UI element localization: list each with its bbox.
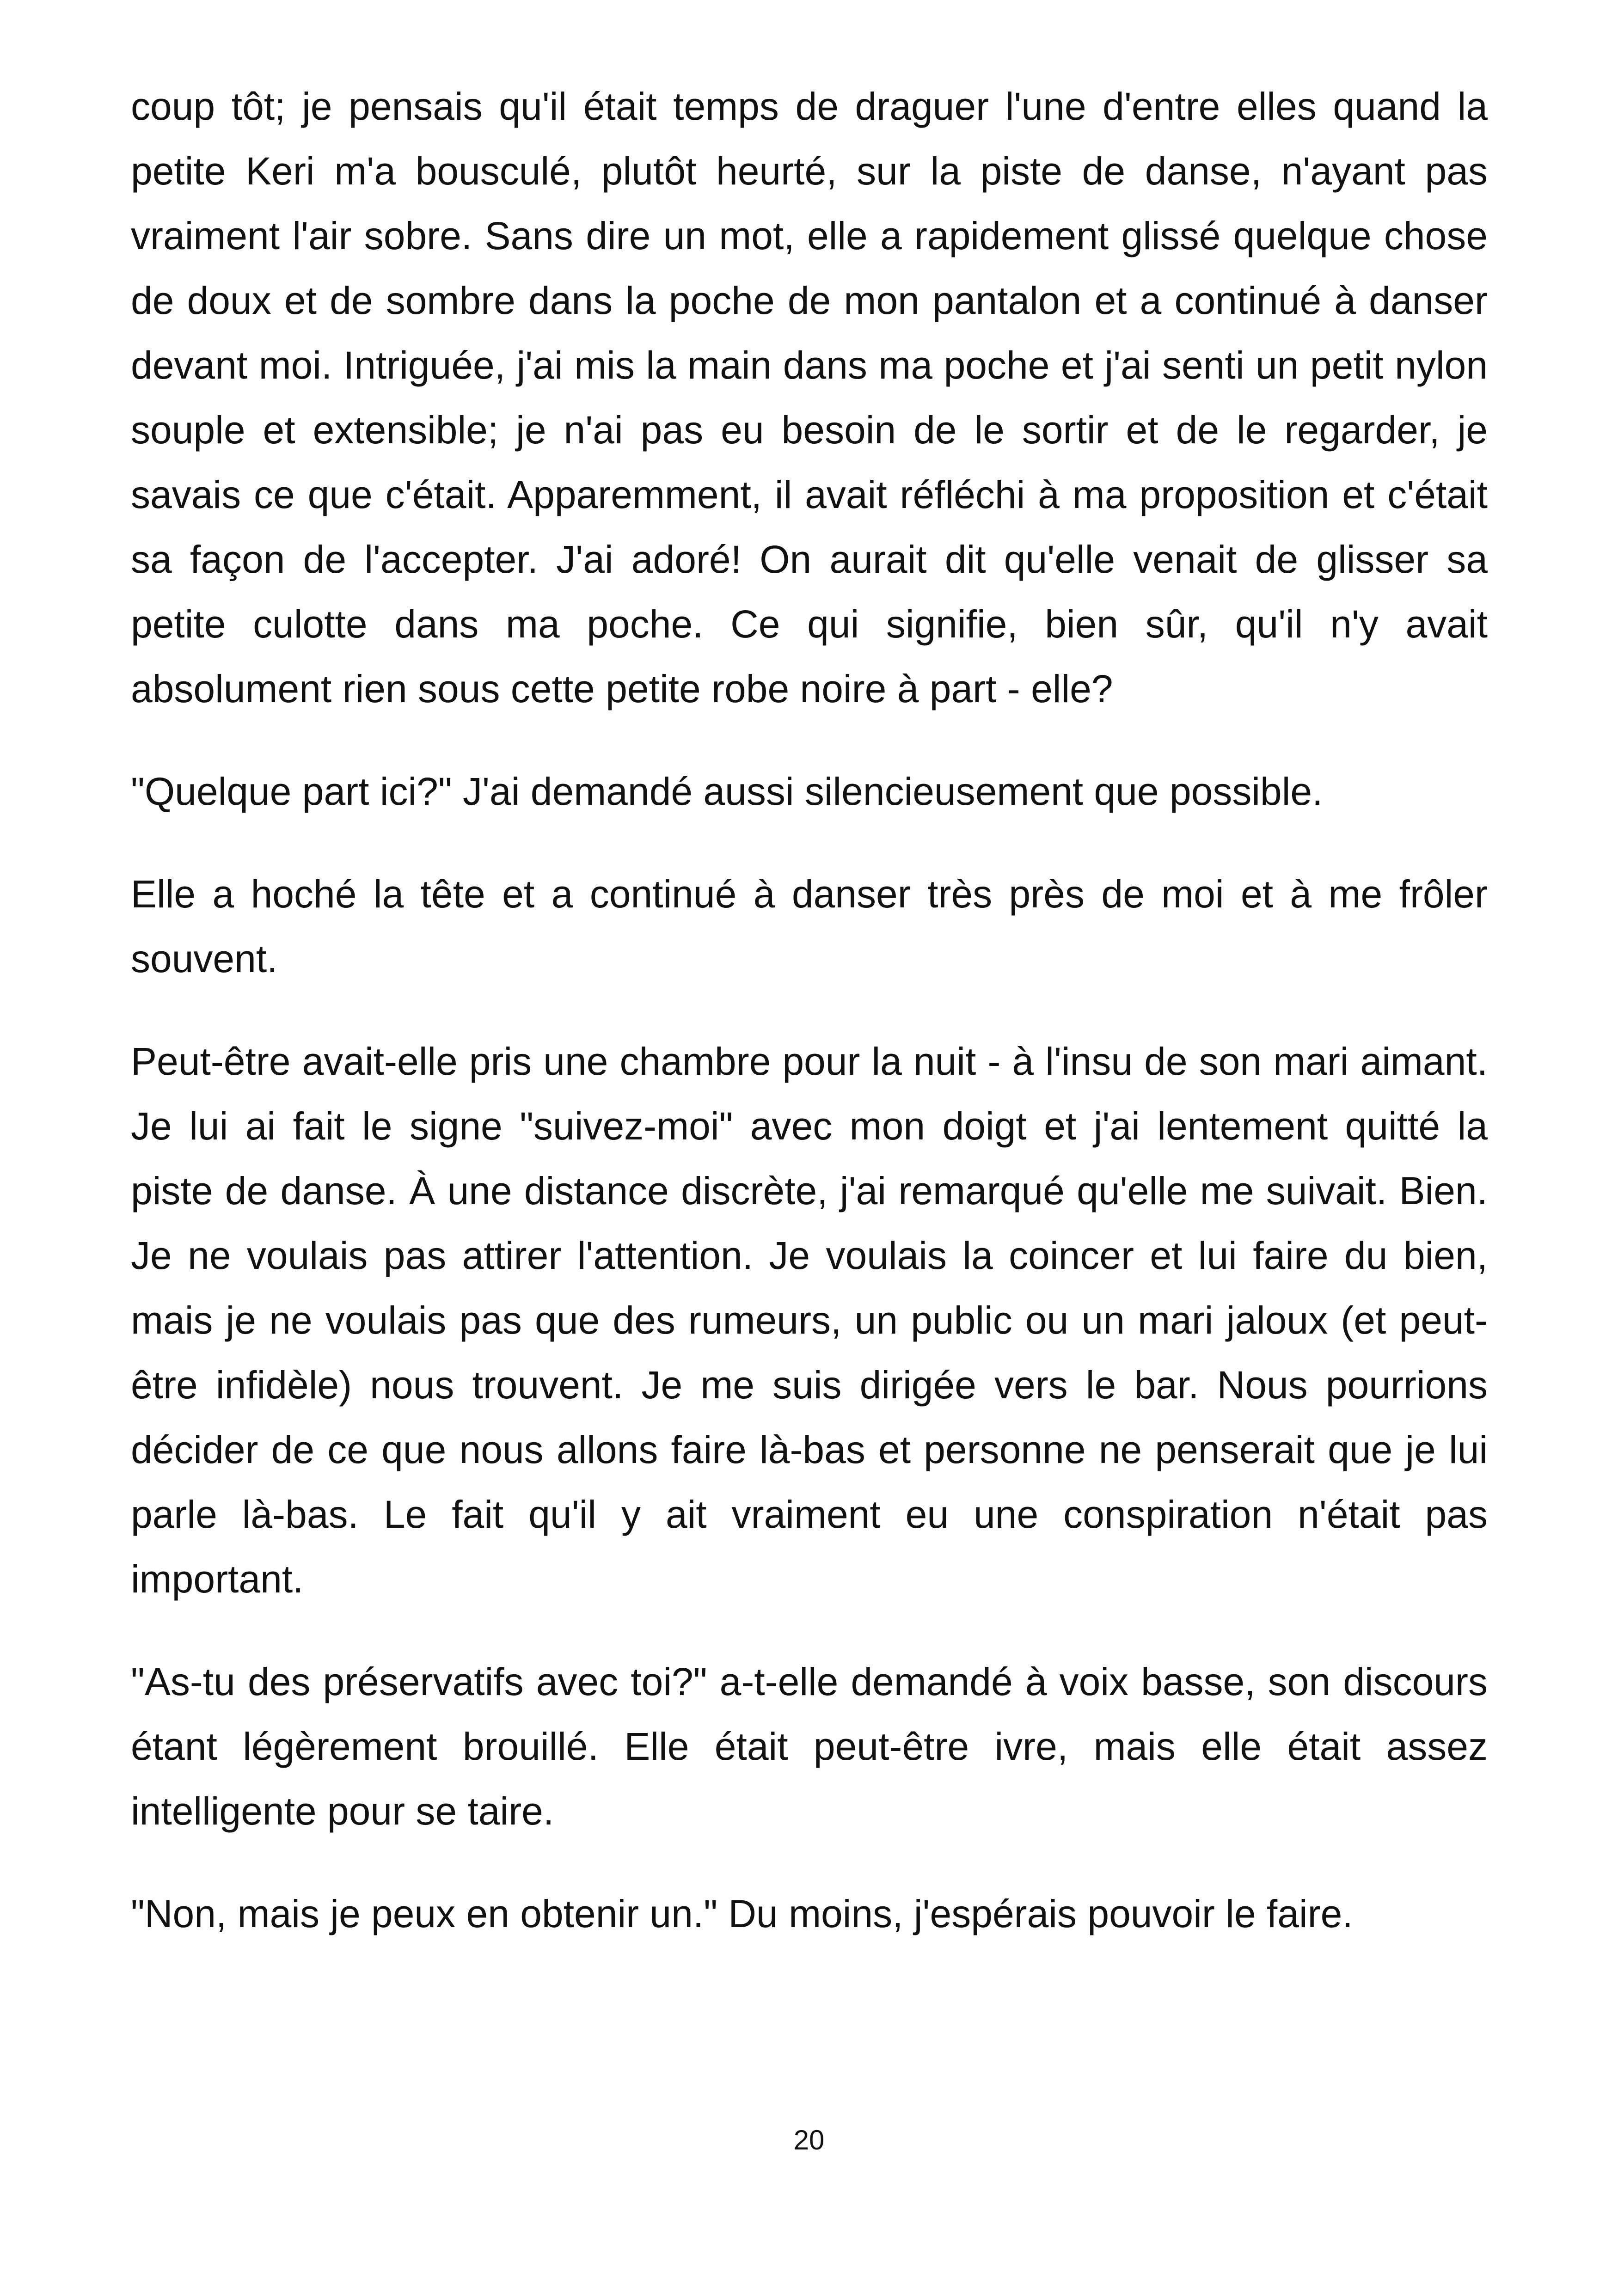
paragraph: "As-tu des préservatifs avec toi?" a-t-elle demandé à voix basse, son discours étant légèrement brouillé. Elle était peut-être ivre, mais elle était assez intelligente pour se taire. xyxy=(131,1660,1488,1833)
paragraph: "Quelque part ici?" J'ai demandé aussi silencieusement que possible. xyxy=(131,770,1323,813)
page-body xyxy=(131,74,1488,1984)
page-number: 20 xyxy=(793,2125,825,2155)
paragraph: Elle a hoché la tête et a continué à danser très près de moi et à me frôler souvent. xyxy=(131,872,1488,980)
paragraph: Peut-être avait-elle pris une chambre pour la nuit - à l'insu de son mari aimant. Je lui ai fait le signe "suivez-moi" avec mon doigt et j'ai lentement quitté la piste de danse. À une distance discrète, j'ai remarqué qu'elle me suivait. Bien. Je ne voulais pas attirer l'attention. Je voulais la coincer et lui faire du bien, mais je ne voulais pas que des rumeurs, un public ou un mari jaloux (et peut-être infidèle) nous trouvent. Je me suis dirigée vers le bar. Nous pourrions décider de ce que nous allons faire là-bas et personne ne penserait que je lui parle là-bas. Le fait qu'il y ait vraiment eu une conspiration n'était pas important. xyxy=(131,1040,1488,1601)
paragraph: coup tôt; je pensais qu'il était temps de draguer l'une d'entre elles quand la petite Keri m'a bousculé, plutôt heurté, sur la piste de danse, n'ayant pas vraiment l'air sobre. Sans dire un mot, elle a rapidement glissé quelque chose de doux et de sombre dans la poche de mon pantalon et a continué à danser devant moi. Intriguée, j'ai mis la main dans ma poche et j'ai senti un petit nylon souple et extensible; je n'ai pas eu besoin de le sortir et de le regarder, je savais ce que c'était. Apparemment, il avait réfléchi à ma proposition et c'était sa façon de l'accepter. J'ai adoré! On aurait dit qu'elle venait de glisser sa petite culotte dans ma poche. Ce qui signifie, bien sûr, qu'il n'y avait absolument rien sous cette petite robe noire à part - elle? xyxy=(131,85,1488,710)
paragraph: "Non, mais je peux en obtenir un." Du moins, j'espérais pouvoir le faire. xyxy=(131,1892,1353,1935)
